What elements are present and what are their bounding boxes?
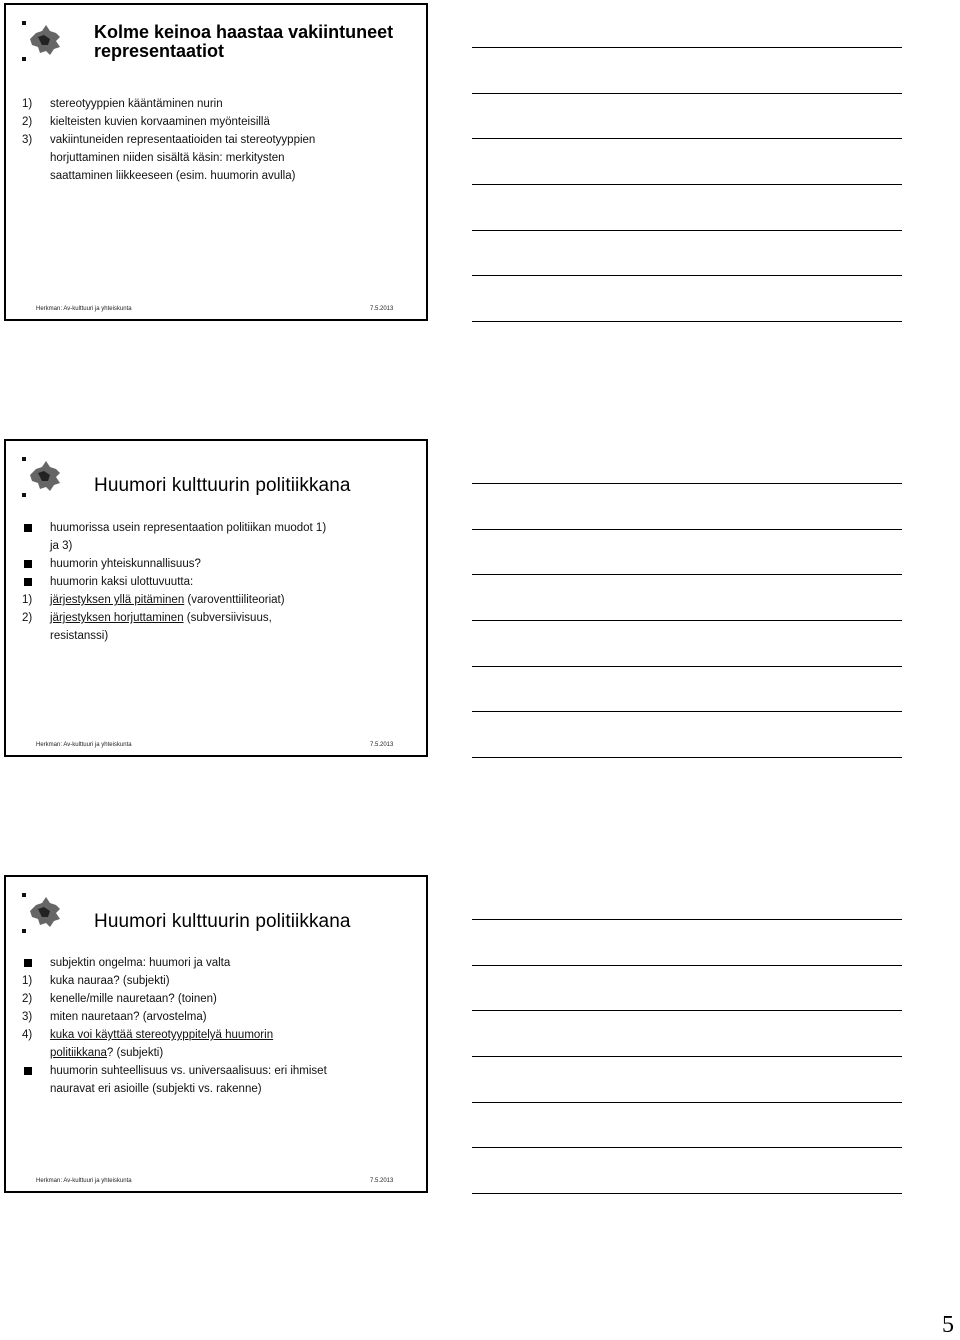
note-line (472, 1193, 902, 1194)
list-item: 4) kuka voi käyttää stereotyyppitelyä huumorin (22, 1029, 274, 1041)
note-line (472, 1102, 902, 1103)
note-line (472, 620, 902, 621)
list-item: politiikkana? (subjekti) (50, 1047, 164, 1059)
note-line (472, 529, 902, 530)
footer-date: 7.5.2013 (370, 306, 394, 312)
note-line (472, 574, 902, 575)
page-number: 5 (942, 1312, 954, 1338)
slide-content (22, 519, 414, 645)
note-line (472, 138, 902, 139)
note-line (472, 230, 902, 231)
slide-title: Kolme keinoa haastaa vakiintuneet representaatiot (94, 22, 394, 61)
bullet-square-icon (24, 959, 32, 967)
list-item: 3) miten nauretaan? (arvostelma) (22, 1011, 207, 1023)
slide-title: Huumori kulttuurin politiikkana (94, 911, 351, 932)
note-line (472, 919, 902, 920)
list-item: subjektin ongelma: huumori ja valta (22, 954, 414, 972)
slide-3 (4, 875, 428, 1193)
note-line (472, 321, 902, 322)
footer-source: Herkman: Av-kulttuuri ja yhteiskunta (36, 1178, 132, 1184)
slide-1 (4, 3, 428, 321)
footer-date: 7.5.2013 (370, 1178, 394, 1184)
note-line (472, 1010, 902, 1011)
slide-title: Huumori kulttuurin politiikkana (94, 475, 351, 496)
list-item: 2) järjestyksen horjuttaminen (subversiivisuus, (22, 612, 272, 624)
note-line (472, 93, 902, 94)
slide-footer (36, 306, 396, 312)
list-item: huumorissa usein representaation politiikan muodot 1) (22, 519, 414, 537)
note-line (472, 1147, 902, 1148)
note-line (472, 483, 902, 484)
list-item: resistanssi) (50, 630, 109, 642)
note-line (472, 1056, 902, 1057)
list-item: huumorin suhteellisuus vs. universaalisuus: eri ihmiset (22, 1062, 414, 1080)
slide-content (22, 95, 414, 185)
university-logo-icon (20, 455, 66, 499)
list-item: huumorin kaksi ulottuvuutta: (22, 573, 414, 591)
bullet-square-icon (24, 524, 32, 532)
note-line (472, 184, 902, 185)
bullet-square-icon (24, 1067, 32, 1075)
list-item: 1) stereotyyppien kääntäminen nurin (22, 98, 223, 110)
list-item: saattaminen liikkeeseen (esim. huumorin avulla) (50, 170, 296, 182)
university-logo-icon (20, 19, 66, 63)
note-line (472, 47, 902, 48)
slide-2 (4, 439, 428, 757)
note-line (472, 275, 902, 276)
note-line (472, 965, 902, 966)
bullet-square-icon (24, 578, 32, 586)
list-item: 2) kenelle/mille nauretaan? (toinen) (22, 993, 217, 1005)
list-item: 1) järjestyksen yllä pitäminen (varoventtiiliteoriat) (22, 594, 285, 606)
list-item: ja 3) (50, 540, 73, 552)
list-item: 2) kielteisten kuvien korvaaminen myönteisillä (22, 116, 270, 128)
list-item: 3) vakiintuneiden representaatioiden tai stereotyyppien (22, 134, 316, 146)
footer-source: Herkman: Av-kulttuuri ja yhteiskunta (36, 306, 132, 312)
list-item: horjuttaminen niiden sisältä käsin: merkitysten (50, 152, 285, 164)
note-line (472, 666, 902, 667)
list-item: nauravat eri asioille (subjekti vs. rakenne) (50, 1083, 262, 1095)
university-logo-icon (20, 891, 66, 935)
footer-date: 7.5.2013 (370, 742, 394, 748)
note-line (472, 711, 902, 712)
list-item: 1) kuka nauraa? (subjekti) (22, 975, 170, 987)
bullet-square-icon (24, 560, 32, 568)
footer-source: Herkman: Av-kulttuuri ja yhteiskunta (36, 742, 132, 748)
slide-content (22, 954, 414, 1098)
note-line (472, 757, 902, 758)
list-item: huumorin yhteiskunnallisuus? (22, 555, 414, 573)
slide-footer (36, 1178, 396, 1184)
slide-footer (36, 742, 396, 748)
